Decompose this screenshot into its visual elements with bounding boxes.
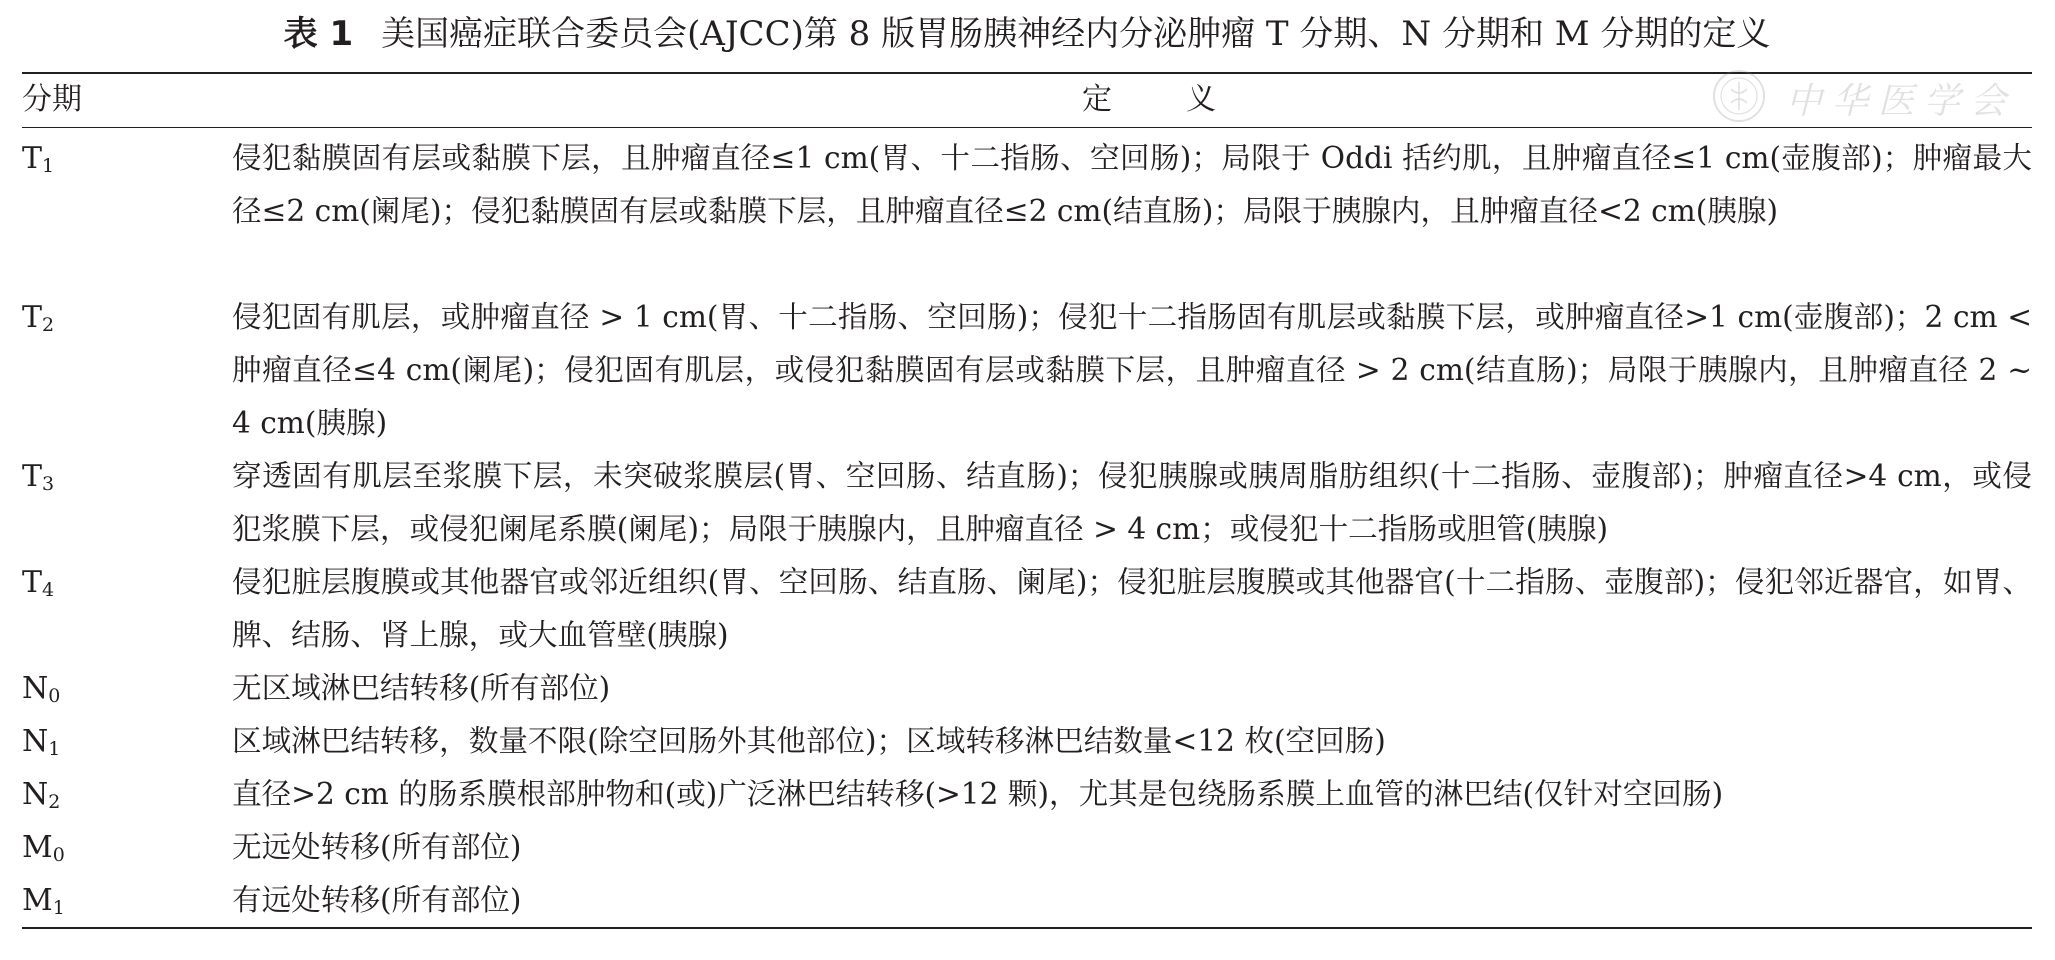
- table-header-rule: [22, 127, 2032, 128]
- stage-cell: $T_4$: [22, 565, 55, 601]
- table-body: [22, 132, 2032, 927]
- table-title: 美国癌症联合委员会(AJCC)第 8 版胃肠胰神经内分泌肿瘤 T 分期、N 分期和 M 分期的定义: [381, 14, 1771, 54]
- definition-cell: 侵犯脏层腹膜或其他器官或邻近组织(胃、空回肠、结直肠、阑尾)；侵犯脏层腹膜或其他器官(十二指肠、壶腹部)；侵犯邻近器官，如胃、脾、结肠、肾上腺，或大血管壁(胰腺): [232, 565, 2032, 652]
- table-row: [22, 874, 2032, 927]
- stage-cell: $T_3$: [22, 459, 55, 495]
- table-row: [22, 821, 2032, 874]
- definition-cell: 无远处转移(所有部位): [232, 830, 522, 864]
- definition-cell: 侵犯固有肌层，或肿瘤直径 > 1 cm(胃、十二指肠、空回肠)；侵犯十二指肠固有肌层或黏膜下层，或肿瘤直径>1 cm(壶腹部)；2 cm < 肿瘤直径≤4 cm(阑尾)；侵犯固有肌层，或侵犯黏膜固有层或黏膜下层，且肿瘤直径 > 2 cm(结直肠)；局限于胰腺内，且肿瘤直径 2 ~ 4 cm(胰腺): [232, 300, 2032, 440]
- paper-page: [22, 0, 2032, 960]
- definition-cell: 区域淋巴结转移，数量不限(除空回肠外其他部位)；区域转移淋巴结数量<12 枚(空回肠): [232, 724, 1386, 758]
- table-bottom-rule: [22, 927, 2032, 929]
- table-caption: [22, 10, 2032, 58]
- table-header-row: [22, 76, 2032, 124]
- table-row: [22, 662, 2032, 715]
- stage-cell: $M_1$: [22, 883, 65, 919]
- stage-cell: $T_2$: [22, 300, 55, 336]
- definition-cell: 无区域淋巴结转移(所有部位): [232, 671, 611, 705]
- definition-cell: 穿透固有肌层至浆膜下层，未突破浆膜层(胃、空回肠、结直肠)；侵犯胰腺或胰周脂肪组织(十二指肠、壶腹部)；肿瘤直径>4 cm，或侵犯浆膜下层，或侵犯阑尾系膜(阑尾)；局限于胰腺内，且肿瘤直径 > 4 cm；或侵犯十二指肠或胆管(胰腺): [232, 459, 2032, 546]
- stage-cell: $N_0$: [22, 671, 61, 707]
- table-row: [22, 768, 2032, 821]
- definition-cell: 直径>2 cm 的肠系膜根部肿物和(或)广泛淋巴结转移(>12 颗)，尤其是包绕肠系膜上血管的淋巴结(仅针对空回肠): [232, 777, 1724, 811]
- stage-cell: $M_0$: [22, 830, 65, 866]
- table-row: [22, 132, 2032, 291]
- table-top-rule: [22, 72, 2032, 74]
- table-row: [22, 291, 2032, 450]
- stage-cell: $N_1$: [22, 724, 61, 760]
- header-stage: 分期: [22, 82, 82, 117]
- header-definition: 定 义: [1082, 82, 1238, 117]
- table-row: [22, 450, 2032, 556]
- watermark-text: 中华医学会: [1786, 81, 2017, 122]
- stage-cell: $T_1$: [22, 141, 55, 177]
- table-row: [22, 715, 2032, 768]
- definition-cell: 有远处转移(所有部位): [232, 883, 522, 917]
- table-row: [22, 556, 2032, 662]
- table-number: 表 1: [283, 14, 354, 54]
- stage-cell: $N_2$: [22, 777, 61, 813]
- definition-cell: 侵犯黏膜固有层或黏膜下层，且肿瘤直径≤1 cm(胃、十二指肠、空回肠)；局限于 Oddi 括约肌，且肿瘤直径≤1 cm(壶腹部)；肿瘤最大径≤2 cm(阑尾)；侵犯黏膜固有层或黏膜下层，且肿瘤直径≤2 cm(结直肠)；局限于胰腺内，且肿瘤直径<2 cm(胰腺): [232, 141, 2032, 228]
